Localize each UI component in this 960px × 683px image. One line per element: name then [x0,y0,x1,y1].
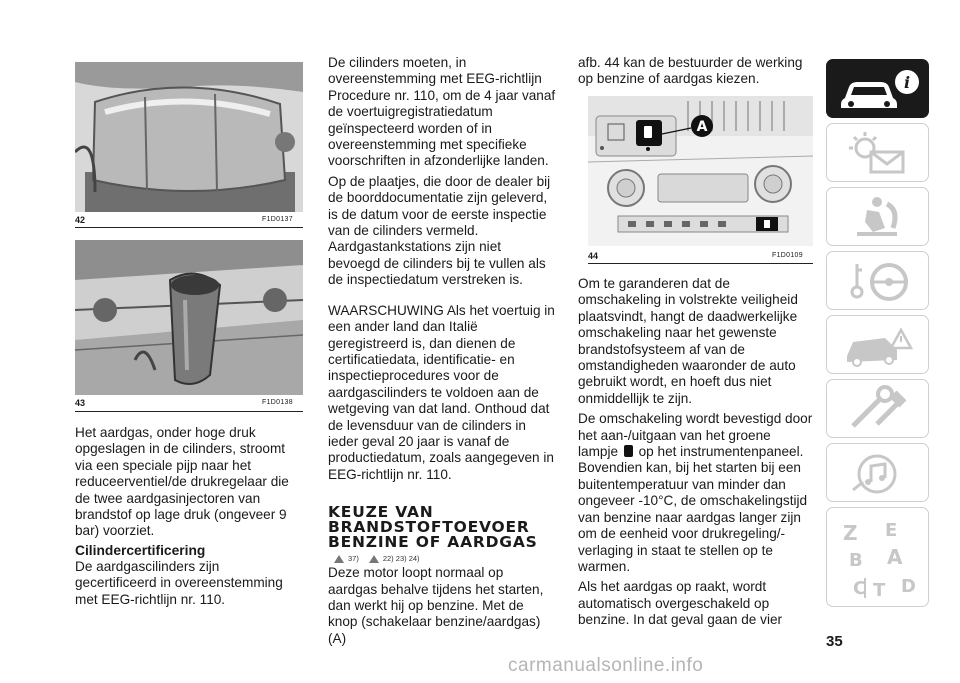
svg-text:E: E [885,520,898,541]
figure-divider [75,411,303,412]
car-info-icon [827,60,930,119]
tab-maintenance[interactable] [826,379,929,438]
svg-text:T: T [873,580,886,601]
svg-text:C: C [853,578,867,599]
figure-divider [588,263,813,264]
warning-triangle-icon [369,555,379,563]
tab-alphabetical-index[interactable] [826,507,929,607]
tab-emergency[interactable] [826,315,929,374]
maintenance-tools-icon [827,380,930,439]
subheading-cilindercertificering: Cilindercertificering [75,542,206,558]
figure-code: F1D0109 [772,252,803,259]
column-2 [328,55,556,647]
car-emergency-icon [827,316,930,375]
reference-marks [334,554,556,563]
figure-divider [75,227,303,228]
watermark: carmanualsonline.info [508,655,704,676]
figure-number: 42 [75,215,86,225]
heading-line: BRANDSTOFTOEVOER [328,518,530,537]
column-1 [75,425,303,608]
svg-text:Z: Z [843,521,858,545]
paragraph: De cilinders moeten, in overeenstemming met EEG-richtlijn Procedure nr. 110, om de 4 jaar vanaf de voertuigregistratiedatum geïnspecteerd worden of in overeenstemming met specifieke voorschriften in afzonderlijke landen. [328,55,556,169]
heading-line: BENZINE OF AARDGAS [328,533,538,552]
paragraph: Als het aardgas op raakt, wordt automatisch overgeschakeld op benzine. In dat geval gaan de vier [578,579,783,628]
paragraph: afb. 44 kan de bestuurder de werking op benzine of aardgas kiezen. [578,55,803,87]
figure-44-dashboard-switch [588,96,813,246]
column-3-continued [578,276,813,629]
paragraph: Om te garanderen dat de omschakeling in volstrekte veiligheid plaatsvindt, hangt de daadwerkelijke omschakeling naar het gewenste brandstofsysteem af van de omstandigheden waaronder de auto gebruikt wordt, en hoeft dus niet onmiddellijk te zijn. [578,276,798,406]
paragraph [578,411,813,575]
figure-code: F1D0138 [262,399,293,406]
paragraph-part: De omschakeling wordt bevestigd door het aan-/uitgaan van het groene lampje [578,411,813,460]
steering-key-icon [827,252,930,311]
warning-triangle-icon [334,555,344,563]
tab-starting-driving[interactable] [826,251,929,310]
media-settings-icon [827,444,930,503]
figure-code: F1D0137 [262,216,293,223]
airbag-safety-icon [827,188,930,247]
paragraph: Deze motor loopt normaal op aardgas behalve tijdens het starten, dan werkt hij op benzine. Met de knop (schakelaar benzine/aardgas) (A) [328,565,544,646]
tab-safety[interactable] [826,187,929,246]
warning-paragraph: WAARSCHUWING Als het voertuig in een ander land dan Italië geregistreerd is, dan dienen de certificatiedata, identificatie- en inspectieprocedures voor de aardgascilinders te voldoen aan de wetgeving van dat land. Onthoud dat de levensduur van de cilinders in ieder geval 20 jaar is vanaf de productiedatum, zoals aangegeven in EEG-richtlijn nr. 110. [328,302,555,482]
figure-43-underbody-cylinder [75,240,303,395]
page-number: 35 [826,633,843,650]
reference-text: 37) [348,554,359,564]
svg-text:i: i [903,73,911,92]
figure-42-fuel-tank [75,62,303,212]
figure-number: 44 [588,251,599,261]
warning-lights-icon [827,124,930,183]
heading-line: KEUZE VAN [328,503,434,522]
paragraph: Op de plaatjes, die door de dealer bij de boorddocumentatie zijn geleverd, is de datum voor de eerste inspectie van de cilinders vermeld. Aardgastankstations zijn niet bevoegd de cilinders bij te vullen als de inspectiedatum verstreken is. [328,173,551,288]
reference-text: 22) 23) 24) [382,554,420,564]
paragraph-part: op het instrumentenpaneel. Bovendien kan, bij het starten bij een buitentemperatuur van minder dan ongeveer -10°C, de omschakelingstijd van benzine naar aardgas langer zijn om de eenheid voor drukregeling/-verlaging in staat te stellen op te warmen. [578,444,808,574]
svg-text:D: D [901,576,916,597]
tab-warning-lights[interactable] [826,123,929,182]
paragraph: Het aardgas, onder hoge druk opgeslagen in de cilinders, stroomt via een speciale pijp naar het reduceerventiel/de drukregelaar die de twee aardgasinjectoren van brandstof op lage druk (ongeveer 9 bar) voorziet. [75,425,289,539]
figure-number: 43 [75,398,86,408]
section-heading [328,505,556,550]
callout-a-label: A [696,119,708,135]
fuel-pump-lamp-icon [624,445,633,457]
tab-multimedia[interactable] [826,443,929,502]
svg-text:B: B [849,550,863,571]
svg-text:A: A [887,545,903,569]
column-3 [578,55,813,88]
paragraph: De aardgascilinders zijn gecertificeerd in overeenstemming met EEG-richtlijn nr. 110. [75,558,283,607]
alphabet-index-icon [827,508,930,608]
tab-car-info[interactable] [826,59,929,118]
